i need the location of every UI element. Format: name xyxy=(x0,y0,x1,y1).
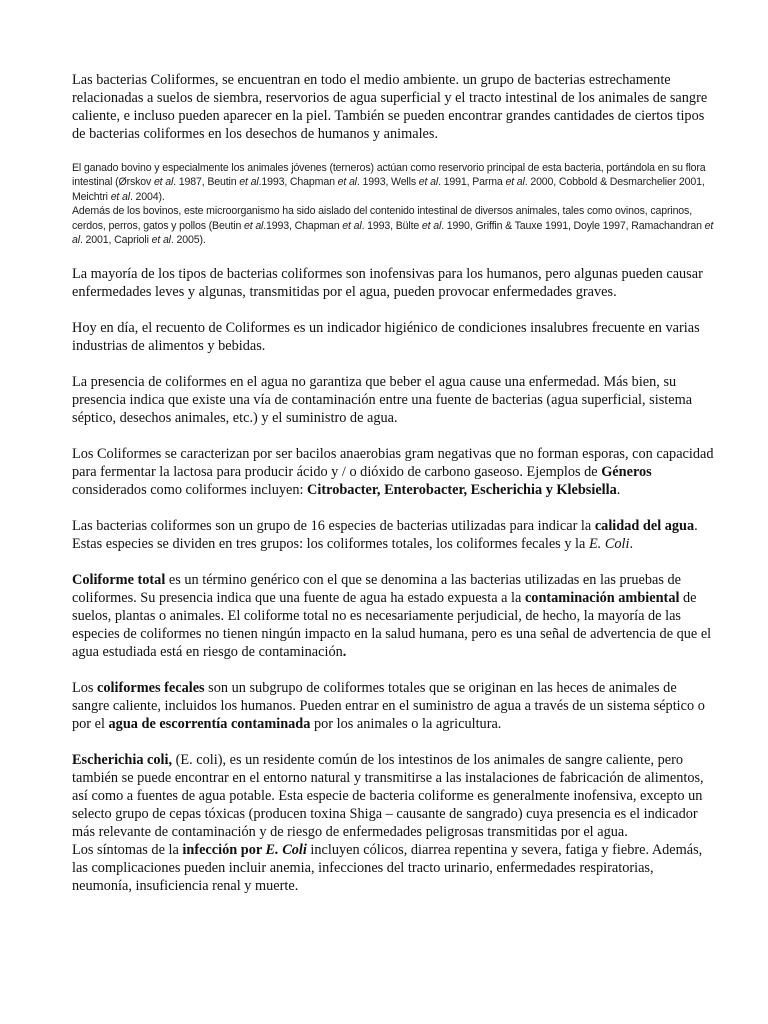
citation-italic: et al xyxy=(151,234,171,247)
citation-italic: et al xyxy=(239,176,259,189)
citation-paragraph-other-animals xyxy=(72,204,714,247)
citation-text: El ganado bovino y especialmente los animales jóvenes (terneros) actúan como reservorio principal de esta bacteria, portándola en su flora intestinal (Ørskov xyxy=(72,162,706,189)
paragraph-intro-text: Las bacterias Coliformes, se encuentran en todo el medio ambiente. un grupo de bacterias estrechamente relacionadas a suelos de siembra, reservorios de agua superficial y el tracto intestinal de los animales de sangre caliente, e incluso pueden aparecer en la piel. También se pueden encontrar grandes cantidades de ciertos tipos de bacterias coliformes en los desechos de humanos y animales. xyxy=(72,72,708,142)
paragraph-symptoms xyxy=(72,841,714,895)
bold-infeccion-text: infección por xyxy=(182,842,266,859)
citation-text: . 1993, Wells xyxy=(356,176,419,189)
text-run: de suelos, plantas o animales. El coliforme total no es necesariamente perjudicial, de hecho, la mayoría de las especies de coliformes no tienen ningún impacto en la salud humana, pero es una señal de advertencia de que el agua estudiada está en riesgo de contaminación xyxy=(72,590,712,661)
paragraph-intro xyxy=(72,71,714,143)
citation-text: . 2000, Cobbold & Desmarchelier 2001, Meichtri xyxy=(72,176,705,203)
text-run: considerados como coliformes incluyen: xyxy=(72,482,308,499)
citation-italic: et al xyxy=(418,176,439,189)
bold-genera-list: Citrobacter, Enterobacter, Escherichia y Klebsiella xyxy=(307,482,617,499)
bold-contaminacion-ambiental: contaminación ambiental xyxy=(524,590,680,607)
italic-e-coli: E. Coli xyxy=(588,536,630,553)
paragraph-escherichia-coli xyxy=(72,751,714,841)
bold-infeccion-por xyxy=(182,842,306,858)
citation-text: . 1987, Beutin xyxy=(173,176,240,189)
bold-period: . xyxy=(342,644,347,661)
bold-italic-e-coli: E. Coli xyxy=(265,842,307,859)
bold-agua-escorrentia: agua de escorrentía contaminada xyxy=(108,716,311,733)
citation-italic: et al xyxy=(505,176,525,189)
bold-coliformes-fecales: coliformes fecales xyxy=(97,680,205,697)
paragraph-indicator-text: Hoy en día, el recuento de Coliformes es un indicador higiénico de condiciones insalubres frecuente en varias industrias de alimentos y bebidas. xyxy=(72,320,700,355)
bold-generos: Géneros xyxy=(601,464,652,481)
text-run: son un subgrupo de coliformes totales que se originan en las heces de animales de sangre caliente, incluidos los humanos. Pueden entrar en el suministro de agua a través de un sistema séptico o por el xyxy=(72,680,705,733)
text-run: . xyxy=(616,482,621,499)
citation-paragraph-bovine xyxy=(72,161,714,204)
citation-text: .1993, Chapman xyxy=(263,219,343,232)
text-run: . xyxy=(629,536,634,553)
citation-text: .1993, Chapman xyxy=(258,176,338,189)
citation-text: Además de los bovinos, este microorganismo ha sido aislado del contenido intestinal de diversos animales, tales como ovinos, caprinos, cerdos, perros, gatos y pollos (Beutin xyxy=(72,205,692,232)
citation-text: . 1991, Parma xyxy=(438,176,506,189)
text-run: Las bacterias coliformes son un grupo de 16 especies de bacterias utilizadas para indicar la xyxy=(72,518,595,535)
citation-text: . 1993, Bülte xyxy=(361,219,422,232)
paragraph-species-groups xyxy=(72,517,714,553)
bold-calidad-agua: calidad del agua xyxy=(594,518,695,535)
paragraph-coliformes-fecales xyxy=(72,679,714,733)
paragraph-coliforme-total xyxy=(72,571,714,661)
citation-text: . 2004). xyxy=(129,190,165,203)
citation-text: . 2005). xyxy=(170,234,206,247)
citation-italic: et al xyxy=(110,190,130,203)
paragraph-harmless xyxy=(72,265,714,301)
citation-text: . 1990, Griffin & Tauxe 1991, Doyle 1997, Ramachandran xyxy=(441,219,705,232)
citation-text: . 2001, Caprioli xyxy=(79,234,152,247)
bold-escherichia-coli: Escherichia coli, xyxy=(72,752,173,769)
citation-italic: et al xyxy=(342,219,362,232)
text-run: Los síntomas de la xyxy=(72,842,183,859)
citation-block xyxy=(72,161,714,247)
text-run: es un término genérico con el que se denomina a las bacterias utilizadas en las pruebas de coliformes. Su presencia indica que una fuente de agua ha estado expuesta a la xyxy=(72,572,681,607)
text-run: Los Coliformes se caracterizan por ser bacilos anaerobias gram negativas que no forman esporas, con capacidad para fermentar la lactosa para producir ácido y / o dióxido de carbono gaseoso. Ejemplos de xyxy=(72,446,714,481)
text-run: . Estas especies se dividen en tres grupos: los coliformes totales, los coliformes fecales y la xyxy=(72,518,698,553)
text-run: por los animales o la agricultura. xyxy=(310,716,502,733)
bold-coliforme-total: Coliforme total xyxy=(72,572,166,589)
document-page xyxy=(72,71,714,913)
citation-italic: et al xyxy=(421,219,442,232)
citation-italic: et al xyxy=(153,176,174,189)
text-run: (E. coli), es un residente común de los intestinos de los animales de sangre caliente, pero también se puede encontrar en el entorno natural y transmitirse a las instalaciones de fabricación de alimentos, así como a fuentes de agua potable. Esta especie de bacteria coliforme es generalmente inofensiva, excepto un selecto grupo de cepas tóxicas (producen toxina Shiga – causante de sangrado) cuya presencia es el indicador más relevante de contaminación y de riesgo de enfermedades peligrosas transmitidas por el agua. xyxy=(72,752,704,841)
paragraph-indicator xyxy=(72,319,714,355)
paragraph-presence-text: La presencia de coliformes en el agua no garantiza que beber el agua cause una enfermedad. Más bien, su presencia indica que existe una vía de contaminación entre una fuente de bacterias (agua superficial, sistema séptico, desechos animales, etc.) y el suministro de agua. xyxy=(72,374,693,427)
citation-italic: et al xyxy=(243,219,264,232)
citation-italic: et al xyxy=(72,219,714,247)
citation-italic: et al xyxy=(337,176,357,189)
text-run: Los xyxy=(72,680,98,697)
text-run: incluyen cólicos, diarrea repentina y severa, fatiga y fiebre. Además, las complicaciones pueden incluir anemia, infecciones del tracto urinario, enfermedades respiratorias, neumonía, insuficiencia renal y muerte. xyxy=(72,842,703,895)
paragraph-harmless-text: La mayoría de los tipos de bacterias coliformes son inofensivas para los humanos, pero algunas pueden causar enfermedades leves y algunas, transmitidas por el agua, pueden provocar enfermedades graves. xyxy=(72,266,703,301)
paragraph-characteristics xyxy=(72,445,714,499)
paragraph-presence xyxy=(72,373,714,427)
